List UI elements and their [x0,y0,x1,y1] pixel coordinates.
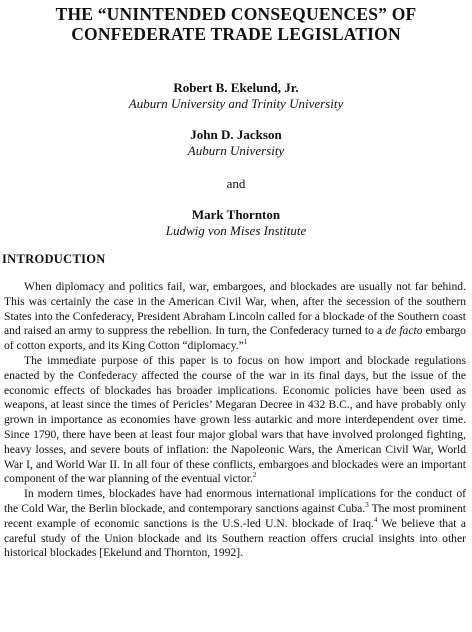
section-heading: INTRODUCTION [2,252,106,266]
author-block-1 [0,80,472,112]
author-name: Mark Thornton [191,207,281,222]
footnote-marker: 3 [365,501,369,510]
body-text [4,280,466,561]
footnote-marker: 2 [252,471,257,480]
paper-title [0,4,472,44]
paragraph-text: In modern times, blockades have had enormous international implications for the conduct of the Cold War, the Berlin blockade, and contemporary sanctions against Cuba. [4,487,466,515]
author-affiliation: Auburn University and Trinity University [128,96,344,111]
footnote-marker: 4 [373,515,378,524]
paragraph-2 [4,354,466,487]
author-conjunction: and [226,176,246,191]
paragraph-text: We believe that a careful study of the Union blockade and its Southern reaction offers crucial insights into other historical blockades [Ekelund and Thornton, 1992]. [4,516,466,560]
paragraph-1 [4,280,466,354]
title-line-1: THE “UNINTENDED CONSEQUENCES” OF [55,4,417,24]
author-affiliation: Auburn University [187,143,285,158]
emphasis-text: de facto [385,324,423,338]
paragraph-text: The immediate purpose of this paper is to focus on how import and blockade regulations enacted by the Confederacy affected the course of the war in its final days, but the issue of the economic effects of blockades has broader implications. Economic policies have been used as weapons, at least since the times of Pericles’ Megaran Decree in 432 B.C., and have probably only grown in importance as economies have grown less autarkic and more interdependent over time. Since 1790, there have been at least four major global wars that have involved prolonged fighting, heavy losses, and severe bouts of inflation: the Napoleonic Wars, the American Civil War, World War I, and World War II. In all four of these conflicts, embargoes and blockades were an important component of the war planning of the eventual victor. [4,353,466,486]
author-name: John D. Jackson [190,127,282,142]
paragraph-text: The most prominent recent example of economic sanctions is the U.S.-led U.N. blockade of Iraq. [4,501,467,530]
author-block-2 [0,127,472,159]
paragraph-text: When diplomacy and politics fail, war, embargoes, and blockades are usually not far behind. This was certainly the case in the American Civil War, when, after the secession of the southern States into the Confederacy, President Abraham Lincoln called for a blockade of the Southern coast and raised an army to suppress the rebellion. In turn, the Confederacy turned to a [4,280,466,338]
author-block-3 [0,207,472,239]
title-line-2: CONFEDERATE TRADE LEGISLATION [71,24,401,44]
paragraph-text: embargo of cotton exports, and its King Cotton “diplomacy.” [4,324,466,353]
author-affiliation: Ludwig von Mises Institute [165,223,307,238]
footnote-marker: 1 [243,338,248,347]
author-name: Robert B. Ekelund, Jr. [173,80,299,95]
paragraph-3 [4,487,466,561]
